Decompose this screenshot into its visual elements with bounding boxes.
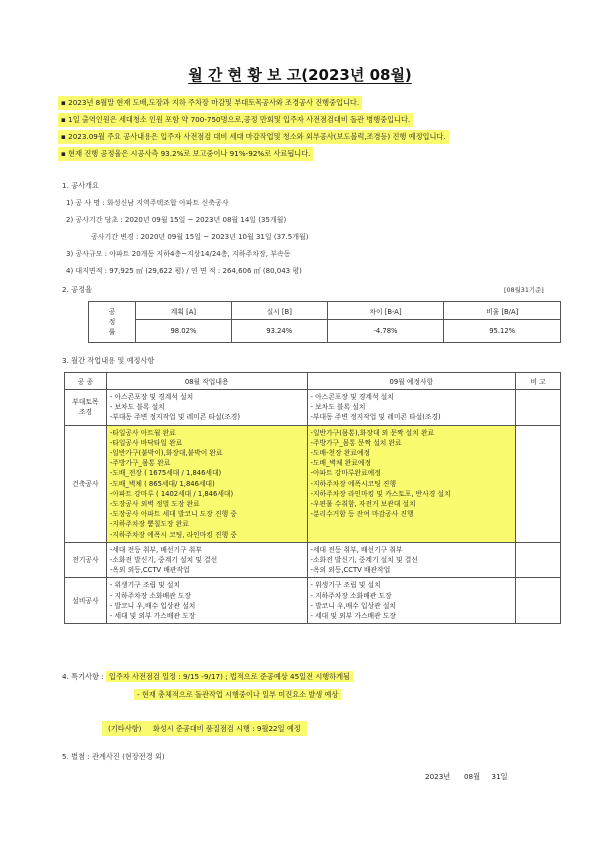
- work-remarks-cell: [516, 425, 561, 542]
- work-category: 설비공사: [65, 578, 107, 624]
- work-item: - 위생기구 조립 및 설치: [310, 581, 381, 590]
- work-item: -지하주차장 뿜칠도장 완료: [109, 520, 189, 529]
- special-other-text: 화성시 준공대비 품질점검 시행 : 9월22일 예정: [152, 724, 301, 733]
- work-item: -타일공사 아트월 완료: [109, 428, 176, 437]
- work-item: -소화전 발신기, 중계기 설치 및 결선: [310, 556, 418, 565]
- overview-heading: 1. 공사개요: [62, 181, 99, 190]
- work-remarks-cell: [516, 578, 561, 624]
- progress-value-ratio: 95.12%: [444, 320, 561, 343]
- work-item: - 세대 및 외부 가스배관 도장: [310, 612, 396, 621]
- work-item: -지하주차장 에폭시코팅 진행: [310, 479, 397, 488]
- work-item: -지하주차장 라인마킹 및 카스토포, 반사경 설치: [310, 489, 451, 498]
- progress-header-ratio: 비율 [B/A]: [444, 302, 561, 320]
- special-heading: 4. 특기사항 :: [62, 672, 104, 681]
- report-title: 월 간 현 황 보 고(2023년 08월): [188, 66, 412, 84]
- work-item: - 세대 및 외부 가스배관 도장: [109, 612, 196, 621]
- work-header-august: 08월 작업내용: [106, 373, 307, 390]
- work-item: -도배-천장 완료예정: [310, 449, 371, 458]
- summary-bullet-2: ▪ 1일 출역인원은 세대청소 인원 포함 약 700-750명으로,공정 만회및 입주자 사전점검대비 돌관 병행중입니다.: [58, 113, 413, 127]
- progress-basis-date: [08월31기준]: [504, 286, 544, 294]
- work-header-remarks: 비 고: [516, 373, 561, 390]
- attachment-note: 5. 별첨 : 관계사진 (현장전경 외): [62, 752, 165, 761]
- progress-header-plan: 계획 [A]: [136, 302, 232, 320]
- progress-value-plan: 98.02%: [136, 320, 232, 343]
- work-item: - 아스콘포장 및 경계석 설치: [109, 393, 194, 401]
- work-august-cell: [106, 425, 307, 542]
- summary-bullet-1: ▪ 2023년 8월말 현재 도배,도장과 지하 주차장 마감및 부대토목공사와 조경공사 진행중입니다.: [58, 96, 362, 110]
- special-rush-work-note: - 현재 총체적으로 돌관작업 시행중이나 일부 미진요소 발생 예상: [134, 689, 341, 700]
- work-table: [64, 372, 561, 624]
- overview-period-original: 2) 공사기간 당초 : 2020년 09월 15일 ~ 2023년 08월 14일 (35개월): [66, 216, 287, 224]
- work-remarks-cell: [516, 542, 561, 578]
- work-remarks-cell: [516, 390, 561, 426]
- work-item: -도장공사 아파트 세대 발코니 도장 진행 중: [109, 510, 237, 519]
- progress-header-diff: 차이 [B-A]: [327, 302, 444, 320]
- work-august-cell: [106, 390, 307, 426]
- overview-scale: 3) 공사규모 : 아파트 20개동 지하4층~지상14/24층, 지하주차장, 부속동: [66, 250, 291, 258]
- work-item: -주방가구_몸통 문짝 설치 완료: [310, 438, 402, 447]
- work-item: -도배_벽체 ( 865세대/ 1,846세대): [109, 479, 215, 488]
- work-september-cell: [307, 578, 516, 624]
- work-item: -일반가구(붙박이),화장대,붙박이 완료: [109, 449, 223, 458]
- summary-bullet-3: ▪ 2023.09월 주요 공사내용은 입주자 사전점검 대비 세대 마감작업및 청소와 외부공사(보도블럭,조경등) 진행 예정입니다.: [58, 130, 449, 144]
- work-item: -일반가구(몸통),화장대 외 문짝 설치 완료: [310, 428, 435, 437]
- overview-area: 4) 대지면적 : 97,925 ㎡ (29,622 평) / 연 면 적 : 264,606 ㎡ (80,043 평): [66, 267, 302, 275]
- work-item: -도배_벽체 완료예정: [310, 459, 372, 468]
- report-date: [425, 772, 508, 782]
- work-header-category: 공 종: [65, 373, 107, 390]
- special-other: [102, 724, 307, 734]
- work-item: - 아스콘포장 및 경계석 설치: [310, 393, 394, 401]
- work-row: [65, 425, 561, 542]
- overview-period-changed: 공사기간 변경 : 2020년 09월 15일 ~ 2023년 10월 31일 (37.5개월): [91, 233, 309, 241]
- progress-header-actual: 실시 [B]: [231, 302, 327, 320]
- work-item: - 발코니 우,배수 입상관 설치: [109, 601, 196, 610]
- work-item: -타일공사 바닥타일 완료: [109, 438, 183, 447]
- work-item: -아파트 강마루완료예정: [310, 469, 381, 478]
- work-category: 부대토목 조경: [65, 390, 107, 426]
- work-item: -소화전 발신기, 중계기 설치 및 결선: [109, 556, 218, 565]
- report-date-day: 31일: [491, 772, 508, 781]
- work-item: -우편물 수취함, 자전거 보관대 설치: [310, 500, 416, 509]
- work-row: [65, 578, 561, 624]
- work-item: -세대 전등 취부, 배선기구 취부: [310, 545, 403, 554]
- work-heading: 3. 월간 작업내용 및 예정사항: [62, 356, 155, 365]
- work-item: - 보차도 블록 설치: [310, 403, 366, 412]
- work-august-cell: [106, 578, 307, 624]
- work-item: -세대 전등 취부, 배선기구 취부: [109, 545, 202, 554]
- work-item: - 보차도 블록 설치: [109, 403, 165, 412]
- work-item: -옥외 외등,CCTV 배관작업: [310, 566, 391, 575]
- work-item: -부대동 주변 정지작업 및 레미콘 타설(조경): [109, 413, 241, 422]
- overview-project-name: 1) 공 사 명 : 화성신남 지역주택조합 아파트 신축공사: [66, 199, 229, 207]
- work-september-cell: [307, 542, 516, 578]
- work-item: - 위생기구 조립 및 설치: [109, 581, 181, 590]
- work-row: [65, 542, 561, 578]
- work-item: - 지하주차장 소화배관 도장: [109, 591, 192, 600]
- report-date-month: 08월: [463, 772, 481, 781]
- work-item: -지하주차장 에폭시 코팅, 라인마킹 진행 중: [109, 530, 237, 539]
- summary-bullet-4: ▪ 현재 진행 공정율은 시공사측 93.2%로 보고중이나 91%-92%로 사료됩니다.: [58, 147, 313, 161]
- report-date-year: 2023년: [425, 772, 451, 781]
- work-item: -아파트 강마루 ( 1402세대 / 1,846세대): [109, 489, 234, 498]
- work-item: - 발코니 우,배수 입상관 설치: [310, 601, 396, 610]
- special-other-label: (기타사항): [108, 724, 142, 733]
- progress-table: [88, 301, 561, 343]
- progress-value-diff: -4.78%: [327, 320, 444, 343]
- progress-value-actual: 93.24%: [231, 320, 327, 343]
- work-item: -부대동 주변 정지작업 및 레미콘 타설(조경): [310, 413, 441, 422]
- work-item: -주방가구_몸통 완료: [109, 459, 171, 468]
- work-category: 전기공사: [65, 542, 107, 578]
- work-august-cell: [106, 542, 307, 578]
- work-item: -옥외 외등,CCTV 배관작업: [109, 566, 190, 575]
- special-notes: [62, 672, 353, 682]
- special-other-block: [102, 721, 307, 736]
- work-item: -도장공사 외벽 정벌 도장 완료: [109, 500, 200, 509]
- progress-row-label: 공 정 률: [89, 302, 136, 343]
- progress-heading: 2. 공정율: [62, 285, 92, 294]
- work-header-september: 09월 예정사항: [307, 373, 516, 390]
- work-september-cell: [307, 425, 516, 542]
- special-line-2: [134, 690, 341, 700]
- work-table-body: [65, 390, 561, 624]
- work-item: -도배_전장 ( 1675세대 / 1,846세대): [109, 469, 222, 478]
- work-september-cell: [307, 390, 516, 426]
- work-category: 건축공사: [65, 425, 107, 542]
- work-item: -분리수거함 등 잔여 마감공사 진행: [310, 510, 414, 519]
- special-inspection-schedule: 입주자 사전점검 일정 : 9/15 -9/17) ; 법적으로 준공예상 45일전 시행하게됨: [106, 671, 353, 682]
- work-item: - 지하주차장 소화배관 도장: [310, 591, 392, 600]
- work-row: [65, 390, 561, 426]
